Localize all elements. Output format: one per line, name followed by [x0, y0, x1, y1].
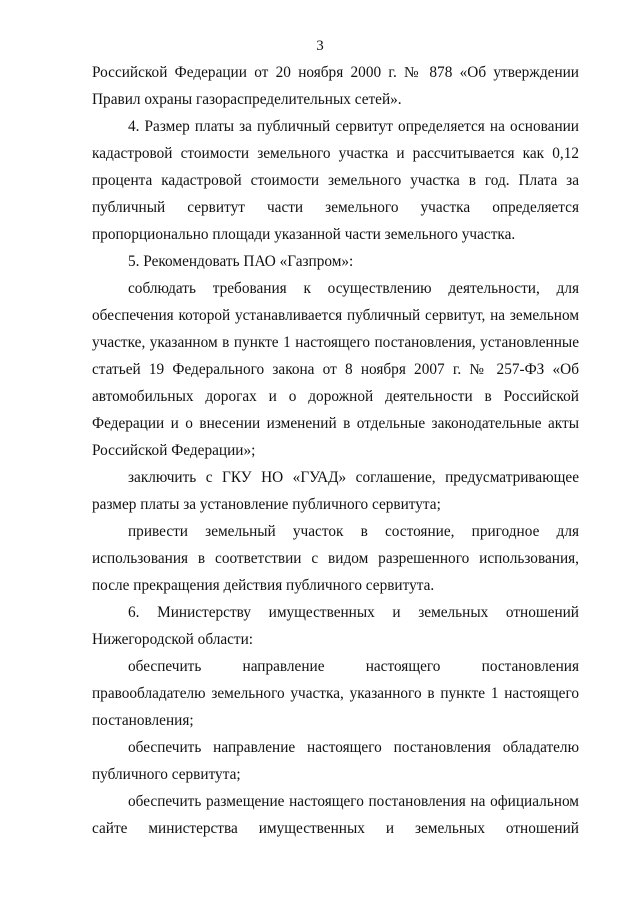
paragraph-6-publish: обеспечить размещение настоящего постановления на официальном сайте министерства имущественных и земельных отношений — [92, 793, 579, 837]
paragraph-5-restore: привести земельный участок в состояние, пригодное для использования в соответствии с видом разрешенного использования, после прекращения действия публичного сервитута. — [92, 523, 579, 594]
page-number: 3 — [316, 38, 324, 54]
document-body — [92, 59, 579, 842]
paragraph-5-heading: 5. Рекомендовать ПАО «Газпром»: — [128, 253, 354, 270]
paragraph-6-send-owner: обеспечить направление настоящего постановления правообладателю земельного участка, указанного в пункте 1 настоящего постановления; — [92, 658, 579, 729]
paragraph-5-agreement: заключить с ГКУ НО «ГУАД» соглашение, предусматривающее размер платы за установление публичного сервитута; — [92, 469, 579, 513]
paragraph-5-comply: соблюдать требования к осуществлению деятельности, для обеспечения которой устанавливается публичный сервитут, на земельном участке, указанном в пункте 1 настоящего постановления, установленные статьей 19 Федерального закона от 8 ноября 2007 г. № 257-ФЗ «Об автомобильных дорогах и о дорожной деятельности в Российской Федерации и о внесении изменений в отдельные законодательные акты Российской Федерации»; — [92, 280, 579, 459]
paragraph-4-payment: 4. Размер платы за публичный сервитут определяется на основании кадастровой стоимости земельного участка и рассчитывается как 0,12 процента кадастровой стоимости земельного участка в год. Плата за публичный сервитут части земельного участка определяется пропорционально площади указанной части земельного участка. — [92, 118, 579, 243]
paragraph-6-send-holder: обеспечить направление настоящего постановления обладателю публичного сервитута; — [92, 739, 579, 783]
paragraph-3-continuation: Российской Федерации от 20 ноября 2000 г. № 878 «Об утверждении Правил охраны газораспределительных сетей». — [92, 64, 579, 108]
paragraph-6-heading: 6. Министерству имущественных и земельных отношений Нижегородской области: — [92, 604, 579, 648]
